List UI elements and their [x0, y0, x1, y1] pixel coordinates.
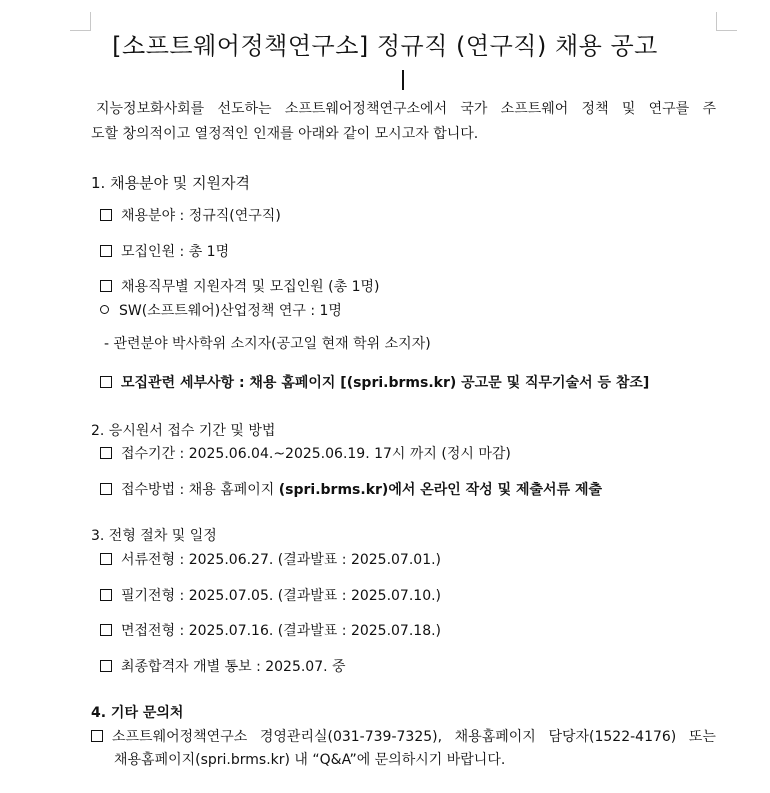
word: 주 — [702, 101, 716, 117]
circle-bullet-icon — [100, 305, 109, 314]
contact-line-1 — [91, 728, 716, 746]
qualification-detail: - 관련분야 박사학위 소지자(공고일 현재 학위 소지자) — [104, 336, 431, 352]
screening-step: 최종합격자 개별 통보 : 2025.07. 중 — [100, 658, 346, 676]
word: 및 — [621, 101, 636, 117]
checkbox-icon — [100, 483, 112, 495]
word: 소프트웨어 — [500, 101, 569, 117]
document-title: [소프트웨어정책연구소] 정규직 (연구직) 채용 공고 — [112, 32, 658, 60]
application-method-item: 접수방법 : 채용 홈페이지 (spri.brms.kr)에서 온라인 작성 및 제출서류 제출 — [100, 481, 602, 499]
screening-step: 서류전형 : 2025.06.27. (결과발표 : 2025.07.01.) — [100, 551, 441, 569]
application-period-item: 접수기간 : 2025.06.04.~2025.06.19. 17시 까지 (정시 마감) — [100, 445, 511, 463]
section-2-heading: 2. 응시원서 접수 기간 및 방법 — [91, 423, 276, 439]
word: 지능정보화사회를 — [96, 101, 205, 117]
screening-step: 면접전형 : 2025.07.16. (결과발표 : 2025.07.18.) — [100, 622, 441, 640]
intro-line-2: 도할 창의적이고 열정적인 인재를 아래와 같이 모시고자 합니다. — [91, 126, 479, 142]
checkbox-icon — [100, 245, 112, 257]
word: 소프트웨어정책연구소 — [112, 729, 248, 745]
word-with-box — [91, 728, 247, 746]
recruit-count-item: 모집인원 : 총 1명 — [100, 243, 229, 261]
word: 정책 — [581, 101, 609, 117]
contact-line-2: 채용홈페이지(spri.brms.kr) 내 “Q&A”에 문의하시기 바랍니다. — [114, 752, 506, 768]
sw-policy-item: SW(소프트웨어)산업정책 연구 : 1명 — [100, 302, 342, 320]
checkbox-icon — [91, 730, 103, 742]
word: 소프트웨어정책연구소에서 — [284, 101, 448, 117]
section-1-heading: 1. 채용분야 및 지원자격 — [91, 174, 251, 192]
recruit-field-item: 채용분야 : 정규직(연구직) — [100, 207, 281, 225]
section-3-heading: 3. 전형 절차 및 일정 — [91, 528, 217, 544]
word: 채용홈페이지 — [454, 729, 536, 745]
checkbox-icon — [100, 589, 112, 601]
checkbox-icon — [100, 624, 112, 636]
word: 담당자(1522-4176) — [548, 729, 677, 745]
word: 선도하는 — [217, 101, 272, 117]
intro-line-1 — [96, 100, 716, 118]
section-4-heading: 4. 기타 문의처 — [91, 705, 184, 721]
word: 국가 — [460, 101, 488, 117]
checkbox-icon — [100, 376, 112, 388]
checkbox-icon — [100, 660, 112, 672]
text-cursor — [402, 70, 404, 90]
word: 또는 — [688, 729, 716, 745]
screening-step: 필기전형 : 2025.07.05. (결과발표 : 2025.07.10.) — [100, 587, 441, 605]
recruit-details-item: 모집관련 세부사항 : 채용 홈페이지 [(spri.brms.kr) 공고문 및 직무기술서 등 참조] — [100, 374, 649, 392]
word: 연구를 — [648, 101, 690, 117]
checkbox-icon — [100, 553, 112, 565]
checkbox-icon — [100, 209, 112, 221]
checkbox-icon — [100, 280, 112, 292]
qualifications-item: 채용직무별 지원자격 및 모집인원 (총 1명) — [100, 278, 379, 296]
word: 경영관리실(031-739-7325), — [259, 729, 443, 745]
checkbox-icon — [100, 447, 112, 459]
